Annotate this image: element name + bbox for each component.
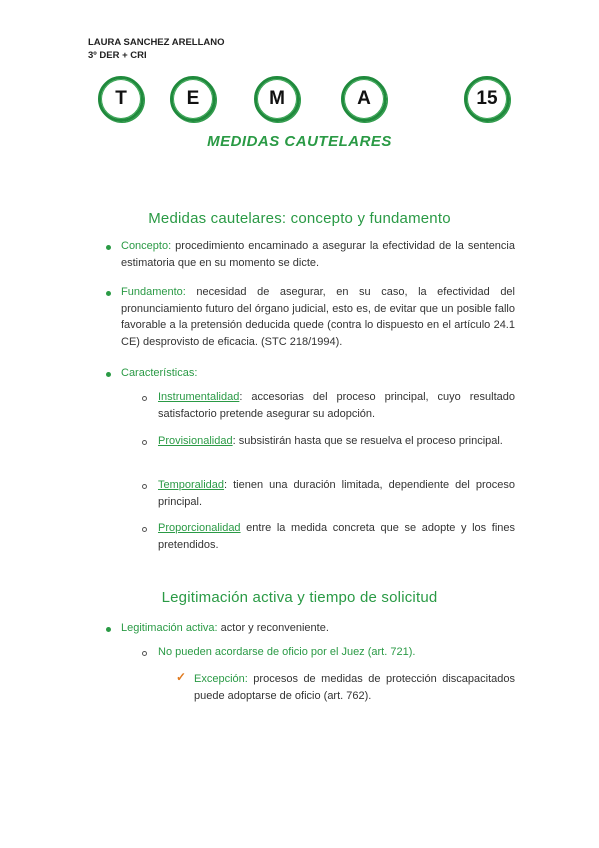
characteristic-label: Instrumentalidad	[158, 391, 240, 403]
tema-letter-e: E	[170, 76, 216, 122]
no-oficio-text: No pueden acordarse de oficio por el Juez (art. 721).	[158, 646, 416, 658]
bullet	[106, 291, 111, 296]
characteristic-text: : accesorias del proceso principal, cuyo resultado satisfactorio pretende asegurar su adopción.	[158, 391, 515, 420]
concepto-text: procedimiento encaminado a asegurar la efectividad de la sentencia estimatoria que en su momento se dicte.	[121, 240, 515, 269]
legitimacion-text: actor y reconveniente.	[217, 622, 329, 634]
section-title-2: Legitimación activa y tiempo de solicitud	[161, 589, 438, 606]
page-title: MEDIDAS CAUTELARES	[207, 133, 392, 150]
tema-number: 15	[464, 76, 510, 122]
bullet	[106, 627, 111, 632]
concepto-label: Concepto:	[121, 240, 172, 252]
check-icon: ✓	[176, 670, 187, 684]
sub-bullet	[142, 396, 147, 401]
characteristic-item	[158, 520, 515, 553]
legitimacion-label: Legitimación activa:	[121, 622, 218, 634]
caracteristicas-label: Características:	[121, 367, 198, 379]
characteristic-text: entre la medida concreta que se adopte y los fines pretendidos.	[158, 522, 515, 551]
excepcion-label: Excepción:	[194, 673, 248, 685]
characteristic-label: Proporcionalidad	[158, 522, 241, 534]
author-name: LAURA SANCHEZ ARELLANO	[88, 37, 225, 48]
bullet	[106, 245, 111, 250]
characteristic-text: : tienen una duración limitada, dependiente del proceso principal.	[158, 479, 515, 508]
tema-letter-t: T	[98, 76, 144, 122]
sub-bullet	[142, 651, 147, 656]
concepto-paragraph	[121, 238, 515, 271]
legitimacion-paragraph	[121, 620, 515, 637]
characteristic-label: Provisionalidad	[158, 435, 233, 447]
fundamento-label: Fundamento:	[121, 286, 186, 298]
tema-letter-m: M	[254, 76, 300, 122]
tema-header	[0, 72, 599, 124]
characteristic-item	[158, 433, 515, 450]
section-title-1: Medidas cautelares: concepto y fundamento	[148, 210, 451, 227]
author-block	[88, 36, 225, 62]
sub-bullet	[142, 484, 147, 489]
characteristic-item	[158, 477, 515, 510]
sub-bullet	[142, 440, 147, 445]
sub-bullet	[142, 527, 147, 532]
fundamento-text: necesidad de asegurar, en su caso, la efectividad del pronunciamiento futuro del órgano judicial, esto es, de evitar que un posible fallo favorable a la pretensión deducida quede (contra lo dispuesto en el artículo 24.1 CE) desprovisto de eficacia. (STC 218/1994).	[121, 286, 515, 348]
fundamento-paragraph	[121, 284, 515, 350]
bullet	[106, 372, 111, 377]
excepcion-text: procesos de medidas de protección discapacitados puede adoptarse de oficio (art. 762).	[194, 673, 515, 702]
author-course: 3º DER + CRI	[88, 50, 147, 61]
characteristic-item	[158, 389, 515, 422]
characteristic-text: : subsistirán hasta que se resuelva el proceso principal.	[232, 435, 503, 447]
excepcion-paragraph	[194, 671, 515, 704]
characteristic-label: Temporalidad	[158, 479, 225, 491]
tema-letter-a: A	[341, 76, 387, 122]
